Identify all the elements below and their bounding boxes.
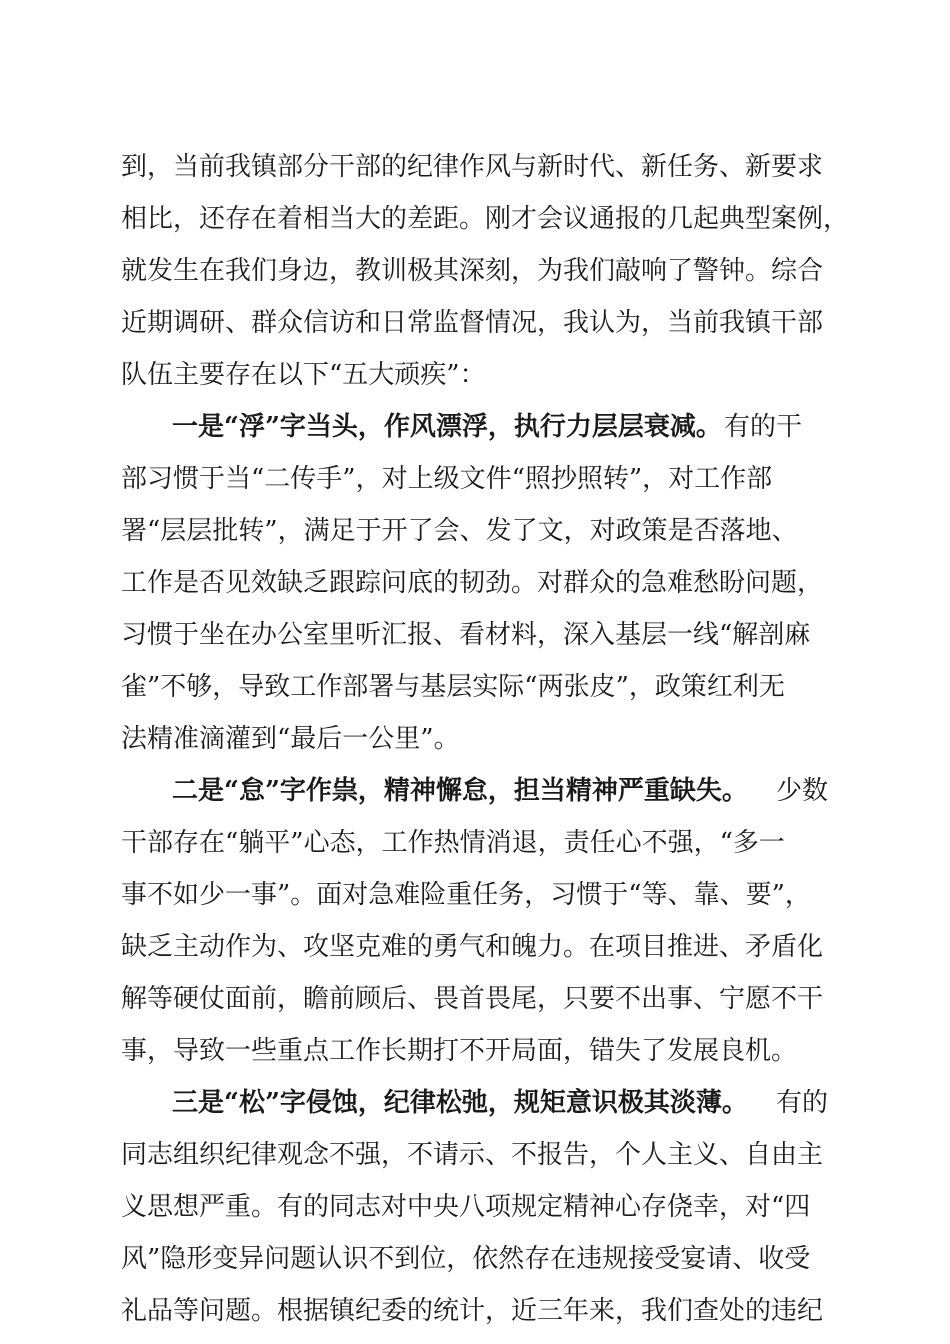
text-line: [0, 1183, 950, 1231]
line-text: 习惯于坐在办公室里听汇报、看材料，深入基层一线“解剖麻: [121, 620, 811, 650]
text-line: [0, 715, 950, 763]
text-line: [0, 923, 950, 971]
text-line: [0, 455, 950, 503]
text-line: [0, 143, 950, 191]
line-text: 就发生在我们身边，教训极其深刻，为我们敲响了警钟。综合: [121, 256, 824, 286]
line-text: 礼品等问题。根据镇纪委的统计，近三年来，我们查处的违纪: [121, 1296, 824, 1326]
line-text: 风”隐形变异问题认识不到位，依然存在违规接受宴请、收受: [121, 1244, 811, 1274]
text-line: [0, 351, 950, 399]
line-text: 近期调研、群众信访和日常监督情况，我认为，当前我镇干部: [121, 308, 824, 338]
text-line: [0, 1027, 950, 1075]
section-heading-1: 一是“浮”字当头，作风漂浮，执行力层层衰减。: [172, 412, 722, 442]
line-text: 同志组织纪律观念不强，不请示、不报告，个人主义、自由主: [121, 1140, 824, 1170]
line-text: 雀”不够，导致工作部署与基层实际“两张皮”，政策红利无: [121, 672, 785, 702]
text-line: [0, 195, 950, 243]
line-text: 相比，还存在着相当大的差距。刚才会议通报的几起典型案例，: [121, 204, 850, 234]
line-text: 到，当前我镇部分干部的纪律作风与新时代、新任务、新要求: [121, 152, 824, 182]
line-text: 有的干: [724, 412, 803, 442]
text-line: [0, 819, 950, 867]
line-text: 事不如少一事”。面对急难险重任务，习惯于“等、靠、要”，: [121, 880, 811, 910]
line-text: 事，导致一些重点工作长期打不开局面，错失了发展良机。: [121, 1036, 798, 1066]
section-heading-3: 三是“松”字侵蚀，纪律松弛，规矩意识极其淡薄。: [172, 1088, 748, 1118]
section-heading-line: [0, 403, 950, 451]
line-text: 缺乏主动作为、攻坚克难的勇气和魄力。在项目推进、矛盾化: [121, 932, 824, 962]
text-line: [0, 975, 950, 1023]
section-heading-line: [0, 767, 950, 815]
text-line: [0, 1235, 950, 1283]
line-text: 部习惯于当“二传手”，对上级文件“照抄照转”，对工作部: [121, 464, 773, 494]
line-text: 法精准滴灌到“最后一公里”。: [121, 724, 460, 754]
text-line: [0, 247, 950, 295]
text-line: [0, 299, 950, 347]
line-text: 队伍主要存在以下“五大顽疾”：: [121, 360, 486, 390]
text-line: [0, 507, 950, 555]
line-text: 有的: [776, 1088, 829, 1118]
text-line: [0, 611, 950, 659]
section-heading-line: [0, 1079, 950, 1127]
text-line: [0, 871, 950, 919]
line-text: 干部存在“躺平”心态，工作热情消退，责任心不强，“多一: [121, 828, 785, 858]
line-text: 工作是否见效缺乏跟踪问底的韧劲。对群众的急难愁盼问题，: [121, 568, 824, 598]
line-text: 义思想严重。有的同志对中央八项规定精神心存侥幸，对“四: [121, 1192, 811, 1222]
text-line: [0, 1287, 950, 1335]
text-line: [0, 559, 950, 607]
line-text: 解等硬仗面前，瞻前顾后、畏首畏尾，只要不出事、宁愿不干: [121, 984, 824, 1014]
text-line: [0, 663, 950, 711]
line-text: 署“层层批转”，满足于开了会、发了文，对政策是否落地、: [121, 516, 798, 546]
section-heading-2: 二是“怠”字作祟，精神懈怠，担当精神严重缺失。: [172, 776, 748, 806]
text-line: [0, 1131, 950, 1179]
line-text: 少数: [776, 776, 829, 806]
